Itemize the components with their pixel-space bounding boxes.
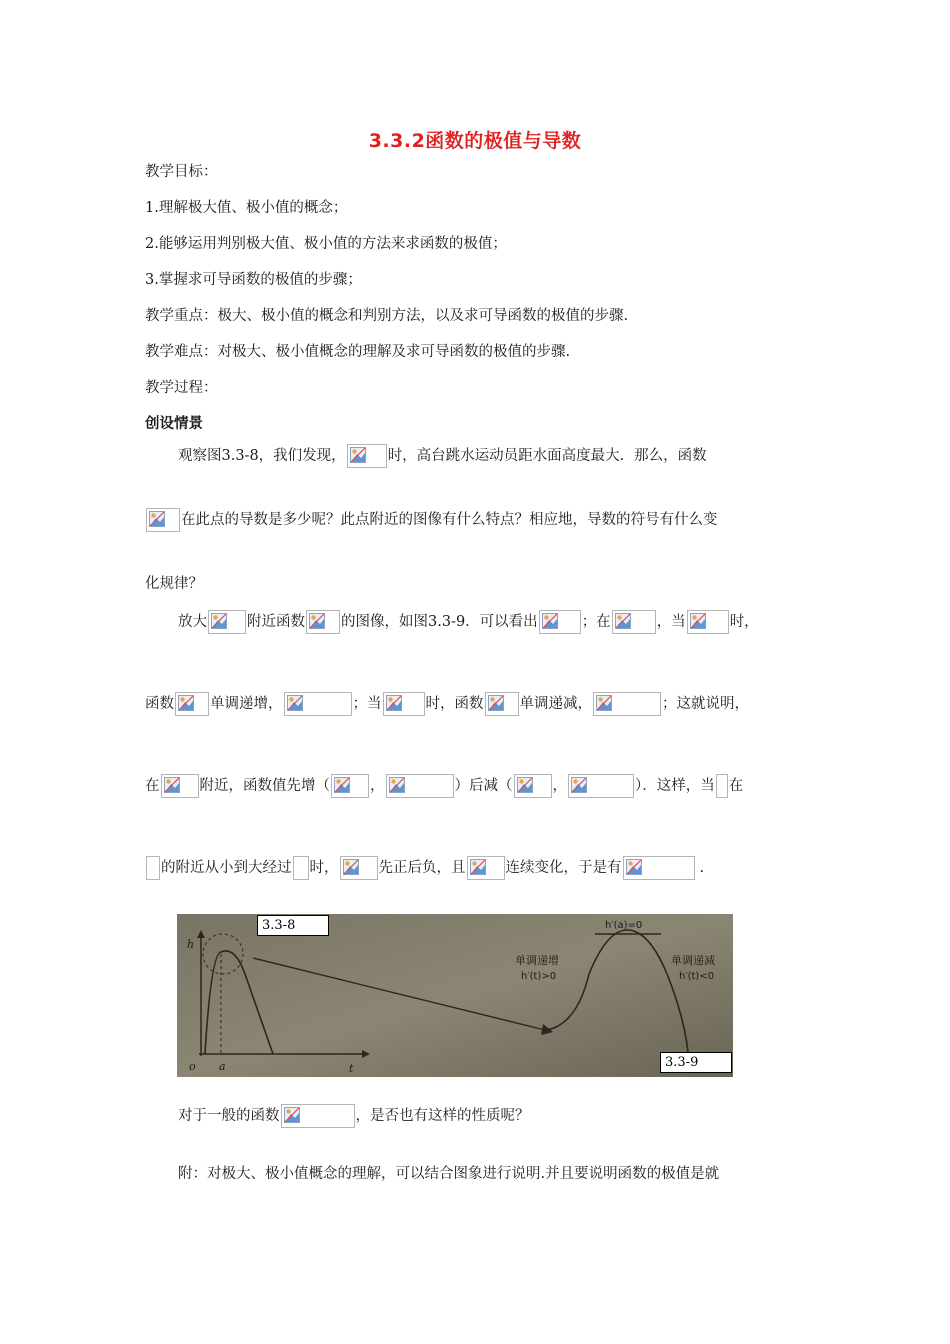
formula-image: [612, 610, 656, 634]
text: 单调递减，: [519, 696, 592, 712]
objective-3: 3.掌握求可导函数的极值的步骤；: [145, 272, 362, 288]
p2-line3: [145, 774, 743, 798]
formula-image: [467, 856, 505, 880]
broken-image-icon: [309, 613, 325, 629]
broken-image-icon: [211, 613, 227, 629]
text: ，: [370, 778, 385, 794]
formula-image: [161, 774, 199, 798]
key-points: 教学重点：极大、极小值的概念和判别方法，以及求可导函数的极值的步骤.: [145, 308, 629, 324]
formula-image: [281, 1104, 355, 1128]
objectives-heading: 教学目标：: [145, 164, 218, 180]
text: 连续变化，于是有: [505, 860, 622, 876]
broken-image-icon: [343, 859, 359, 875]
formula-image: [593, 692, 661, 716]
broken-image-icon: [386, 695, 402, 711]
text: 对于一般的函数: [178, 1108, 280, 1124]
formula-image: [383, 692, 425, 716]
broken-image-icon: [287, 695, 303, 711]
broken-image-icon: [626, 859, 642, 875]
text: 在此点的导数是多少呢？此点附近的图像有什么特点？相应地，导数的符号有什么变: [181, 512, 718, 528]
text: ；这就说明，: [662, 696, 749, 712]
formula-image: [293, 856, 309, 880]
formula-image: [175, 692, 209, 716]
p4-line: 附：对极大、极小值概念的理解，可以结合图象进行说明.并且要说明函数的极值是就: [178, 1166, 720, 1182]
axis-h-label: h: [187, 938, 195, 951]
broken-image-icon: [334, 777, 350, 793]
text: 时，: [729, 614, 759, 630]
figure-label-right: 3.3-9: [660, 1052, 732, 1073]
formula-image: [568, 774, 634, 798]
formula-image: [284, 692, 352, 716]
broken-image-icon: [690, 613, 706, 629]
broken-image-icon: [470, 859, 486, 875]
p2-line4: [145, 856, 704, 880]
p2-line2: [145, 692, 749, 716]
formula-image: [386, 774, 454, 798]
text: ）后减（: [454, 778, 513, 794]
broken-image-icon: [164, 777, 180, 793]
text: 时，函数: [425, 696, 484, 712]
text: 单调递增，: [210, 696, 283, 712]
formula-image: [539, 610, 581, 634]
p1-line2: [145, 508, 718, 532]
text: ，: [552, 778, 567, 794]
inc-label: 单调递增: [515, 954, 559, 967]
broken-image-icon: [615, 613, 631, 629]
text: 先正后负，且: [378, 860, 466, 876]
formula-image: [340, 856, 378, 880]
formula-image: [146, 856, 160, 880]
process-heading: 教学过程：: [145, 380, 218, 396]
broken-image-icon: [488, 695, 504, 711]
axis-t-label: t: [349, 1062, 354, 1075]
figure-photo: [177, 914, 733, 1077]
broken-image-icon: [542, 613, 558, 629]
formula-image: [687, 610, 729, 634]
formula-image: [306, 610, 340, 634]
p1-line3: 化规律？: [145, 576, 203, 592]
formula-image: [146, 508, 180, 532]
text: 在: [145, 778, 160, 794]
figure-graph: [177, 914, 733, 1077]
broken-image-icon: [284, 1107, 300, 1123]
broken-image-icon: [596, 695, 612, 711]
text: 在: [728, 778, 744, 794]
text: ，当: [656, 614, 686, 630]
p1-line1: [178, 444, 707, 468]
formula-image: [331, 774, 369, 798]
text: 观察图3.3-8，我们发现，: [178, 448, 346, 464]
text: ；在: [581, 614, 611, 630]
broken-image-icon: [178, 695, 194, 711]
formula-image: [623, 856, 695, 880]
text: 函数: [145, 696, 174, 712]
dec-label: 单调递减: [671, 954, 715, 967]
broken-image-icon: [350, 447, 366, 463]
text: 附近，函数值先增（: [199, 778, 330, 794]
text: .: [699, 860, 705, 876]
broken-image-icon: [571, 777, 587, 793]
page-title: 3.3.2函数的极值与导数: [368, 130, 582, 152]
peak-label: h′(a)=0: [605, 920, 643, 931]
inc-cond: h′(t)>0: [521, 971, 557, 982]
text: 的附近从小到大经过: [161, 860, 292, 876]
figure-label-left: 3.3-8: [257, 915, 329, 936]
formula-image: [347, 444, 387, 468]
text: 的图像，如图3.3-9．可以看出: [341, 614, 538, 630]
text: ，是否也有这样的性质呢？: [355, 1108, 530, 1124]
formula-image: [485, 692, 519, 716]
formula-image: [514, 774, 552, 798]
difficulties: 教学难点：对极大、极小值概念的理解及求可导函数的极值的步骤.: [145, 344, 571, 360]
text: 放大: [178, 614, 207, 630]
broken-image-icon: [517, 777, 533, 793]
broken-image-icon: [389, 777, 405, 793]
text: 时，高台跳水运动员距水面高度最大．那么，函数: [387, 448, 707, 464]
formula-image: [716, 774, 728, 798]
section-heading: 创设情景: [145, 416, 203, 432]
broken-image-icon: [149, 511, 165, 527]
origin-label: o: [189, 1060, 196, 1073]
p3-line: [178, 1104, 530, 1128]
dec-cond: h′(t)<0: [679, 971, 715, 982]
formula-image: [208, 610, 246, 634]
p2-line1: [178, 610, 759, 634]
point-a-label: a: [219, 1060, 226, 1073]
text: 时，: [309, 860, 339, 876]
objective-1: 1.理解极大值、极小值的概念；: [145, 200, 348, 216]
text: ）．这样，当: [635, 778, 715, 794]
text: ；当: [352, 696, 382, 712]
text: 附近函数: [247, 614, 305, 630]
objective-2: 2.能够运用判别极大值、极小值的方法来求函数的极值；: [145, 236, 507, 252]
